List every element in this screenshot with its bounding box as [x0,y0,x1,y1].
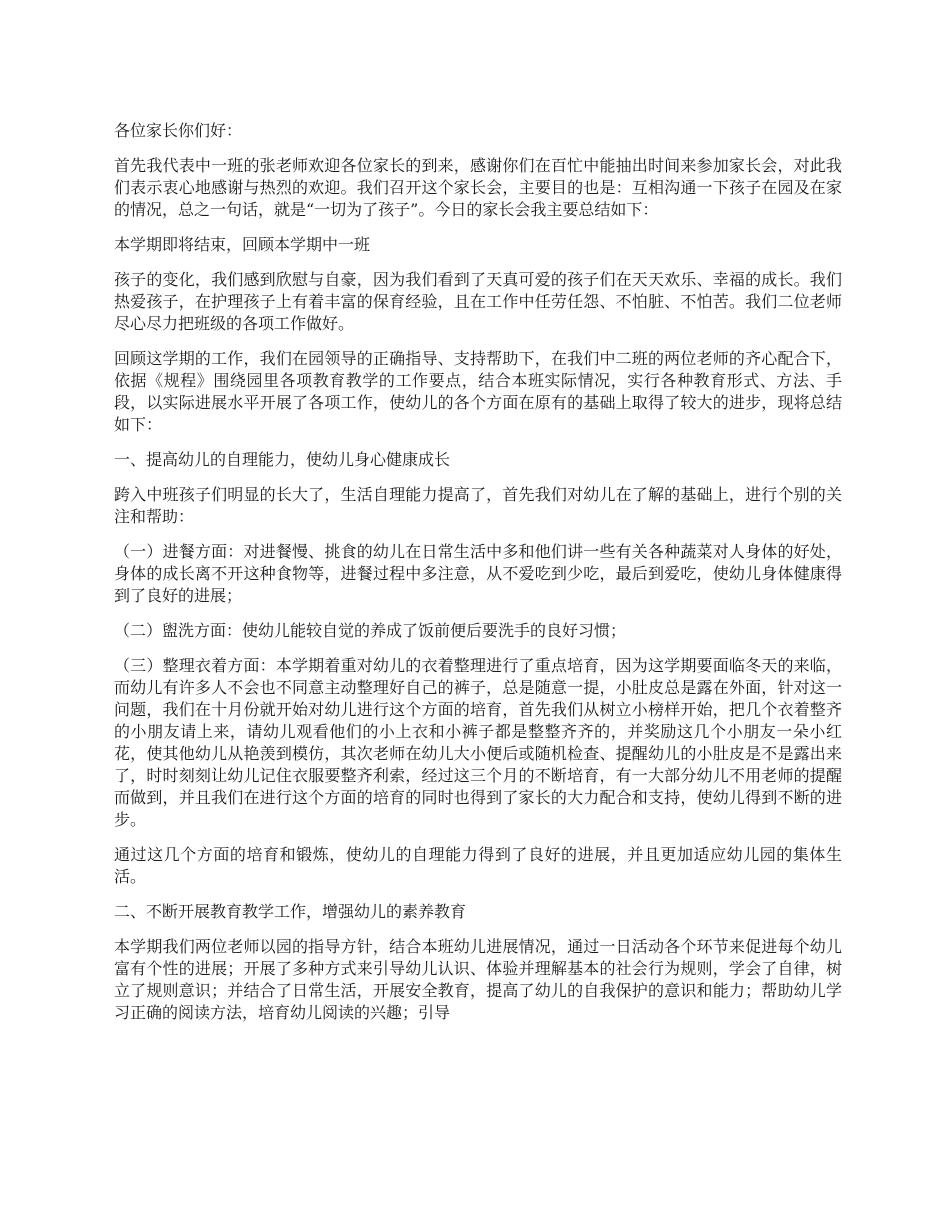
document-body [114,120,842,1037]
review-lead-paragraph: 本学期即将结束，回顾本学期中一班 [114,235,371,254]
children-change-paragraph: 孩子的变化，我们感到欣慰与自豪，因为我们看到了天真可爱的孩子们在天天欢乐、幸福的成长。我们热爱孩子，在护理孩子上有着丰富的保育经验，且在工作中任劳任怨、不怕脏、不怕苦。我们二位老师尽心尽力把班级的各项工作做好。 [114,270,842,333]
clothing-paragraph: （三）整理衣着方面：本学期着重对幼儿的衣着整理进行了重点培育，因为这学期要面临冬天的来临，而幼儿有许多人不会也不同意主动整理好自己的裤子，总是随意一提，小肚皮总是露在外面，针对这一问题，我们在十月份就开始对幼儿进行这个方面的培育，首先我们从树立小榜样开始，把几个衣着整齐的小朋友请上来，请幼儿观看他们的小上衣和小裤子都是整整齐齐的，并奖励这几个小朋友一朵小红花，使其他幼儿从艳羡到模仿，其次老师在幼儿大小便后或随机检查、提醒幼儿的小肚皮是不是露出来了，时时刻刻让幼儿记住衣服要整齐利索，经过这三个月的不断培育，有一大部分幼儿不用老师的提醒而做到，并且我们在进行这个方面的培育的同时也得到了家长的大力配合和支持，使幼儿得到不断的进步。 [114,656,842,829]
section-heading-1: 一、提高幼儿的自理能力，使幼儿身心健康成长 [114,450,451,469]
self-care-summary-paragraph: 通过这几个方面的培育和锻炼，使幼儿的自理能力得到了良好的进展，并且更加适应幼儿园的集体生活。 [114,845,842,886]
self-care-intro-paragraph: 跨入中班孩子们明显的长大了，生活自理能力提高了，首先我们对幼儿在了解的基础上，进行个别的关注和帮助： [114,485,842,526]
semester-review-paragraph: 回顾这学期的工作，我们在园领导的正确指导、支持帮助下，在我们中二班的两位老师的齐心配合下，依据《规程》围绕园里各项教育教学的工作要点，结合本班实际情况，实行各种教育形式、方法、手段，以实际进展水平开展了各项工作，使幼儿的各个方面在原有的基础上取得了较大的进步，现将总结如下： [114,349,842,434]
teaching-work-paragraph: 本学期我们两位老师以园的指导方针，结合本班幼儿进展情况，通过一日活动各个环节来促进每个幼儿富有个性的进展；开展了多种方式来引导幼儿认识、体验并理解基本的社会行为规则，学会了自律，树立了规则意识；并结合了日常生活，开展安全教育，提高了幼儿的自我保护的意识和能力；帮助幼儿学习正确的阅读方法，培育幼儿阅读的兴趣；引导 [114,937,842,1022]
greeting-paragraph: 各位家长你们好： [114,121,243,140]
intro-paragraph: 首先我代表中一班的张老师欢迎各位家长的到来，感谢你们在百忙中能抽出时间来参加家长会，对此我们表示衷心地感谢与热烈的欢迎。我们召开这个家长会，主要目的也是：互相沟通一下孩子在园及在家的情况，总之一句话，就是“一切为了孩子”。今日的家长会我主要总结如下： [114,156,842,219]
dining-paragraph: （一）进餐方面：对进餐慢、挑食的幼儿在日常生活中多和他们讲一些有关各种蔬菜对人身体的好处，身体的成长离不开这种食物等，进餐过程中多注意，从不爱吃到少吃，最后到爱吃，使幼儿身体健康得到了良好的进展； [114,542,842,605]
section-heading-2: 二、不断开展教育教学工作，增强幼儿的素养教育 [114,902,467,921]
washing-paragraph: （二）盥洗方面：使幼儿能较自觉的养成了饭前便后要洗手的良好习惯； [114,621,627,640]
